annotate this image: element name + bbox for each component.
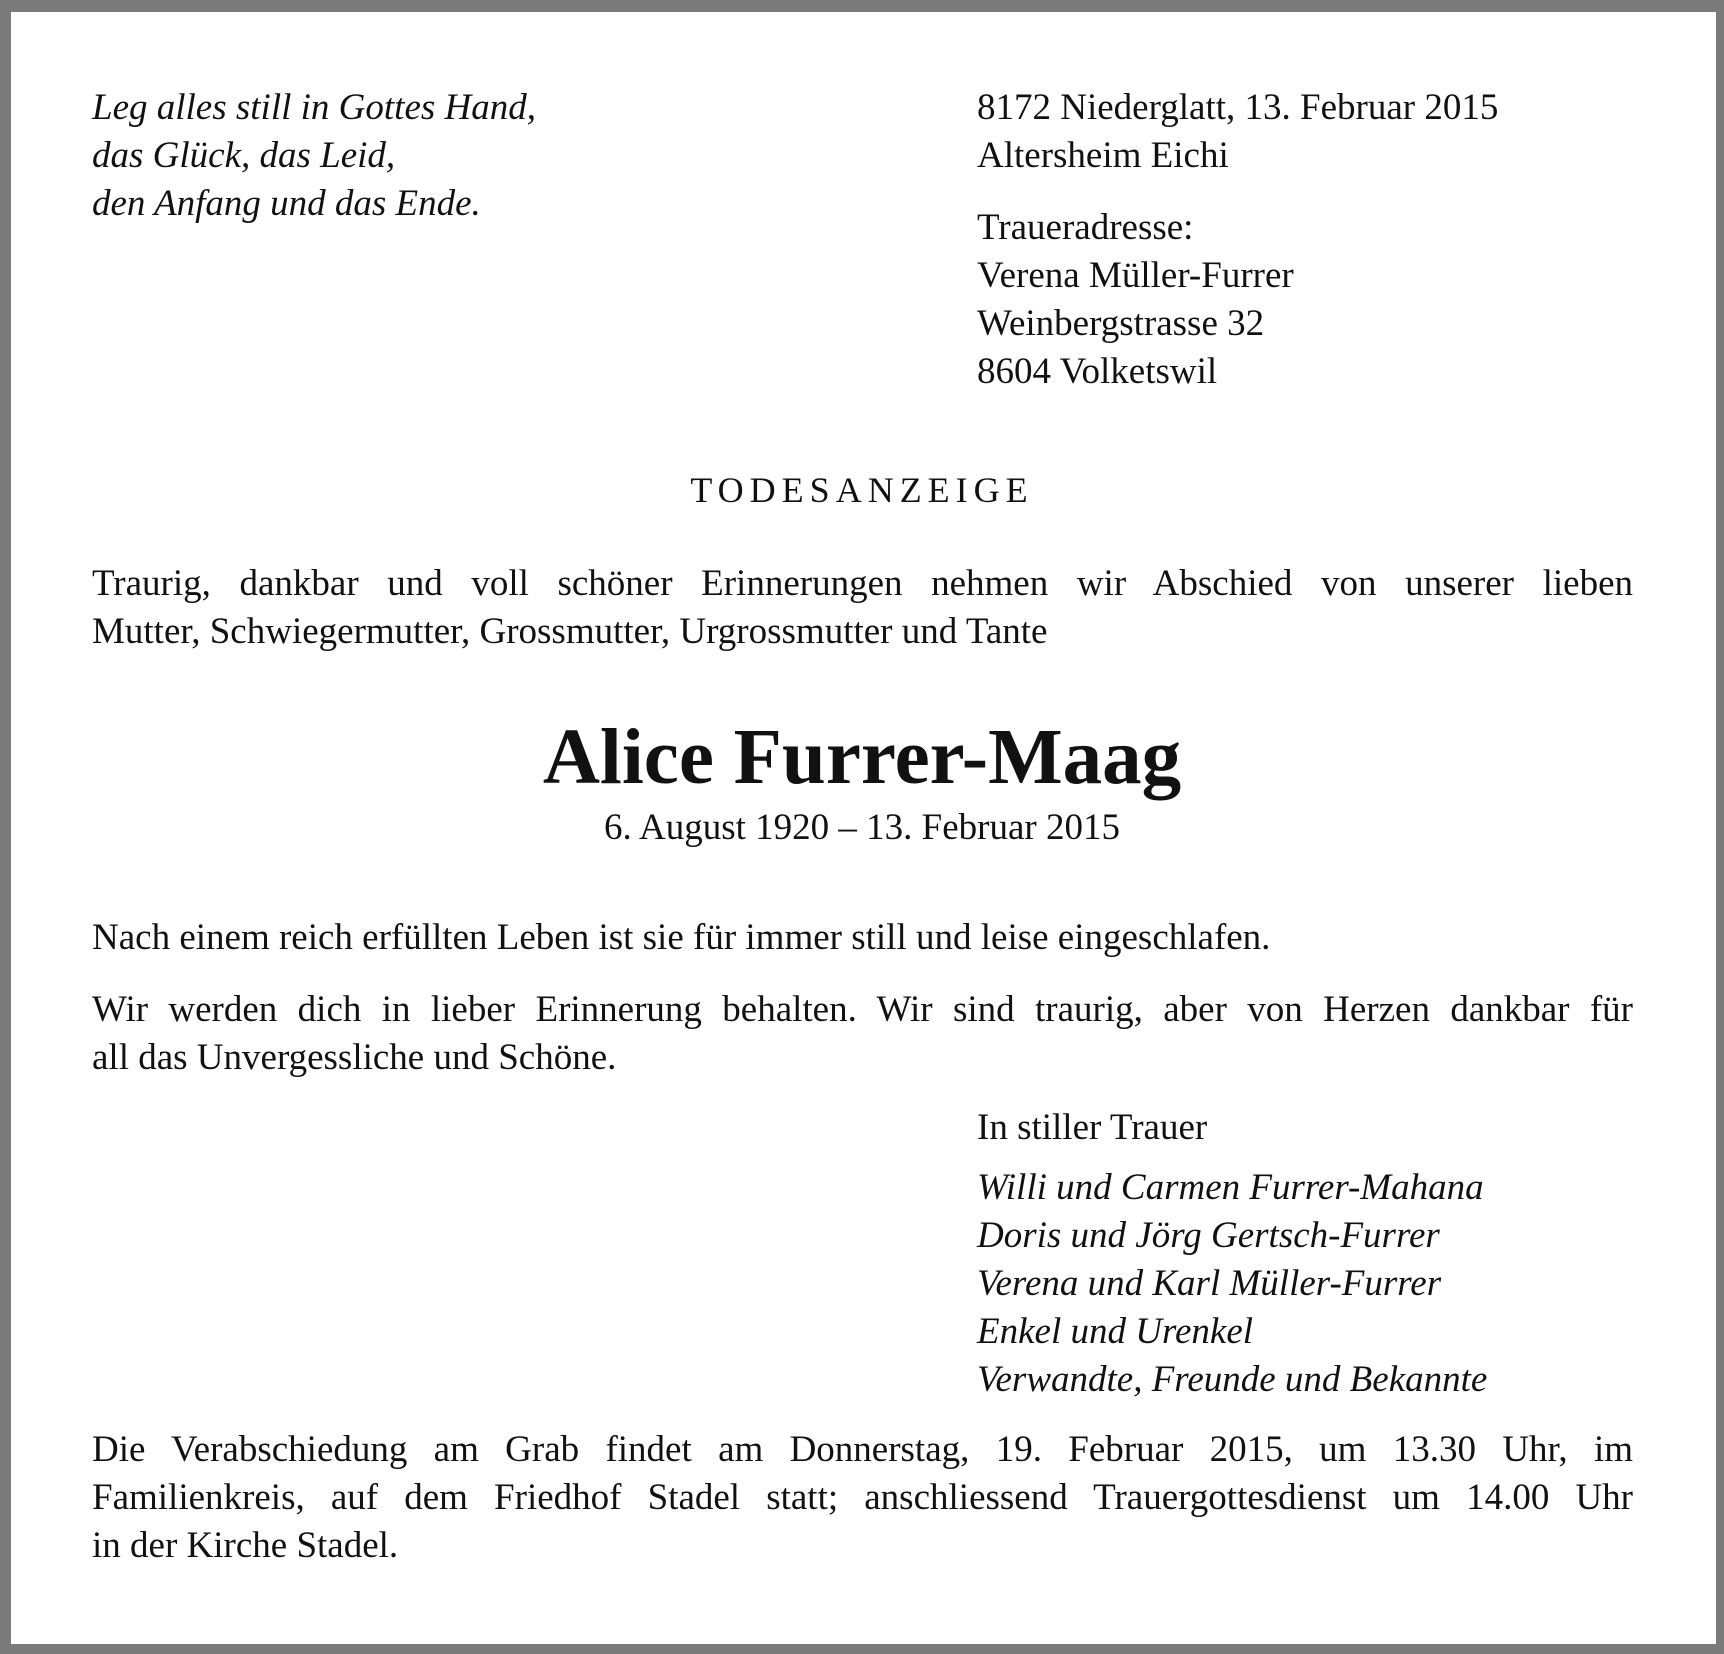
intro-line: Traurig, dankbar und voll schöner Erinnerungen nehmen wir Abschied von unserer lieben xyxy=(92,563,1633,604)
intro-paragraph xyxy=(92,560,1633,656)
mourner-name: Enkel und Urenkel xyxy=(977,1311,1254,1352)
mourner-name: Verwandte, Freunde und Bekannte xyxy=(977,1359,1488,1400)
mourner-name: Willi und Carmen Furrer-Mahana xyxy=(977,1167,1484,1208)
body-line: all das Unvergessliche und Schöne. xyxy=(92,1037,617,1078)
place-date: 8172 Niederglatt, 13. Februar 2015 xyxy=(977,87,1499,128)
motto-line: den Anfang und das Ende. xyxy=(92,183,481,224)
body-line: Wir werden dich in lieber Erinnerung behalten. Wir sind traurig, aber von Herzen dankbar für xyxy=(92,989,1633,1030)
notice-title: TODESANZEIGE xyxy=(690,470,1034,510)
service-line: Familienkreis, auf dem Friedhof Stadel statt; anschliessend Trauergottesdienst um 14.00 Uhr xyxy=(92,1477,1633,1518)
mourning-heading: In stiller Trauer xyxy=(977,1107,1208,1148)
address-label: Traueradresse: xyxy=(977,207,1194,248)
mourner-name: Doris und Jörg Gertsch-Furrer xyxy=(977,1215,1440,1256)
motto-line: Leg alles still in Gottes Hand, xyxy=(92,87,536,128)
address-city: 8604 Volketswil xyxy=(977,351,1218,392)
mourning-address xyxy=(977,204,1294,396)
mourners-list xyxy=(977,1164,1487,1404)
deceased-name: Alice Furrer-Maag xyxy=(542,714,1182,801)
body-paragraph-1: Nach einem reich erfüllten Leben ist sie für immer still und leise eingeschlafen. xyxy=(92,917,1271,958)
motto-line: das Glück, das Leid, xyxy=(92,135,396,176)
location: Altersheim Eichi xyxy=(977,135,1229,176)
intro-line: Mutter, Schwiegermutter, Grossmutter, Urgrossmutter und Tante xyxy=(92,611,1048,652)
motto-verse xyxy=(92,84,536,228)
service-paragraph xyxy=(92,1426,1633,1570)
life-dates: 6. August 1920 – 13. Februar 2015 xyxy=(604,807,1120,848)
service-line: Die Verabschiedung am Grab findet am Donnerstag, 19. Februar 2015, um 13.30 Uhr, im xyxy=(92,1429,1633,1470)
service-line: in der Kirche Stadel. xyxy=(92,1525,399,1566)
body-paragraph-2 xyxy=(92,986,1633,1082)
mourner-name: Verena und Karl Müller-Furrer xyxy=(977,1263,1442,1304)
address-street: Weinbergstrasse 32 xyxy=(977,303,1265,344)
address-name: Verena Müller-Furrer xyxy=(977,255,1294,296)
place-date-block xyxy=(977,84,1498,180)
